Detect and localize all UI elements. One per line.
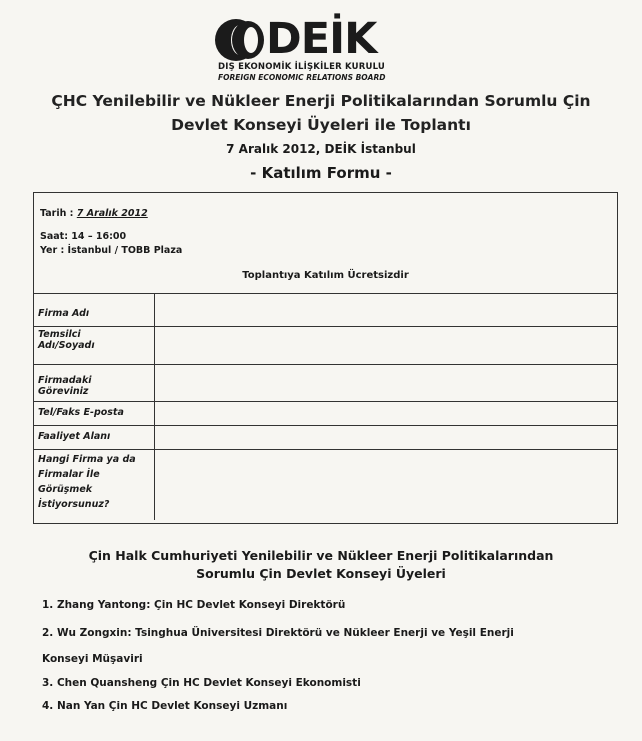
free-participation-note: Toplantıya Katılım Ücretsizdir (242, 270, 409, 281)
field-input-activity[interactable] (155, 426, 618, 450)
field-label-company: Firma Adı (34, 294, 155, 327)
field-label-target-l4: İstiyorsunuz? (38, 499, 110, 510)
member-item: 4. Nan Yan Çin HC Devlet Konseyi Uzmanı (42, 700, 288, 712)
logo-subtitle-en: FOREIGN ECONOMIC RELATIONS BOARD (218, 73, 386, 82)
field-label-position-l2: Göreviniz (38, 386, 89, 397)
form-row-activity (34, 426, 617, 450)
member-item: 1. Zhang Yantong: Çin HC Devlet Konseyi Direktörü (42, 599, 346, 611)
logo-subtitle-tr: DIŞ EKONOMİK İLİŞKİLER KURULU (218, 62, 385, 72)
field-label-target-l3: Görüşmek (38, 484, 93, 495)
members-section-title-line2: Sorumlu Çin Devlet Konseyi Üyeleri (196, 566, 446, 581)
form-row-company (34, 294, 617, 327)
field-input-company[interactable] (155, 294, 618, 327)
member-item: 3. Chen Quansheng Çin HC Devlet Konseyi Ekonomisti (42, 677, 361, 689)
meeting-date-value: 7 Aralık 2012 (76, 208, 148, 219)
member-item-continuation: Konseyi Müşaviri (42, 653, 143, 665)
field-label-target-l1: Hangi Firma ya da (38, 454, 136, 465)
deik-logo (214, 14, 389, 84)
field-label-position (34, 365, 155, 402)
form-fields-table (34, 293, 617, 520)
member-item: 2. Wu Zongxin: Tsinghua Üniversitesi Direktörü ve Nükleer Enerji ve Yeşil Enerji (42, 627, 514, 639)
form-row-position (34, 365, 617, 402)
meeting-date-label: Tarih : (40, 208, 77, 219)
field-label-target-companies (34, 450, 155, 521)
document-title-line2: Devlet Konseyi Üyeleri ile Toplantı (171, 116, 471, 134)
members-section-title-line1: Çin Halk Cumhuriyeti Yenilebilir ve Nükleer Enerji Politikalarından (88, 548, 554, 563)
participation-form (33, 192, 618, 524)
date-location: 7 Aralık 2012, DEİK İstanbul (226, 142, 416, 156)
form-row-representative (34, 327, 617, 365)
document-title-line1: ÇHC Yenilebilir ve Nükleer Enerji Politikalarından Sorumlu Çin (51, 92, 591, 110)
field-label-representative (34, 327, 155, 365)
field-input-representative[interactable] (155, 327, 618, 365)
form-row-target-companies (34, 450, 617, 521)
logo-wordmark: DEİK (266, 14, 377, 64)
field-label-representative-l1: Temsilci (38, 329, 81, 340)
meeting-time: Saat: 14 – 16:00 (40, 231, 127, 242)
field-input-contact[interactable] (155, 402, 618, 426)
meeting-place: Yer : İstanbul / TOBB Plaza (40, 245, 183, 256)
deik-logo-mark-icon (214, 18, 270, 62)
field-input-position[interactable] (155, 365, 618, 402)
field-label-representative-l2: Adı/Soyadı (38, 340, 95, 351)
meeting-date (40, 208, 148, 219)
field-label-contact: Tel/Faks E-posta (34, 402, 155, 426)
form-title: - Katılım Formu - (250, 164, 392, 182)
field-label-position-l1: Firmadaki (38, 375, 92, 386)
field-input-target-companies[interactable] (155, 450, 618, 521)
field-label-activity: Faaliyet Alanı (34, 426, 155, 450)
form-row-contact (34, 402, 617, 426)
field-label-target-l2: Firmalar İle (38, 469, 100, 480)
